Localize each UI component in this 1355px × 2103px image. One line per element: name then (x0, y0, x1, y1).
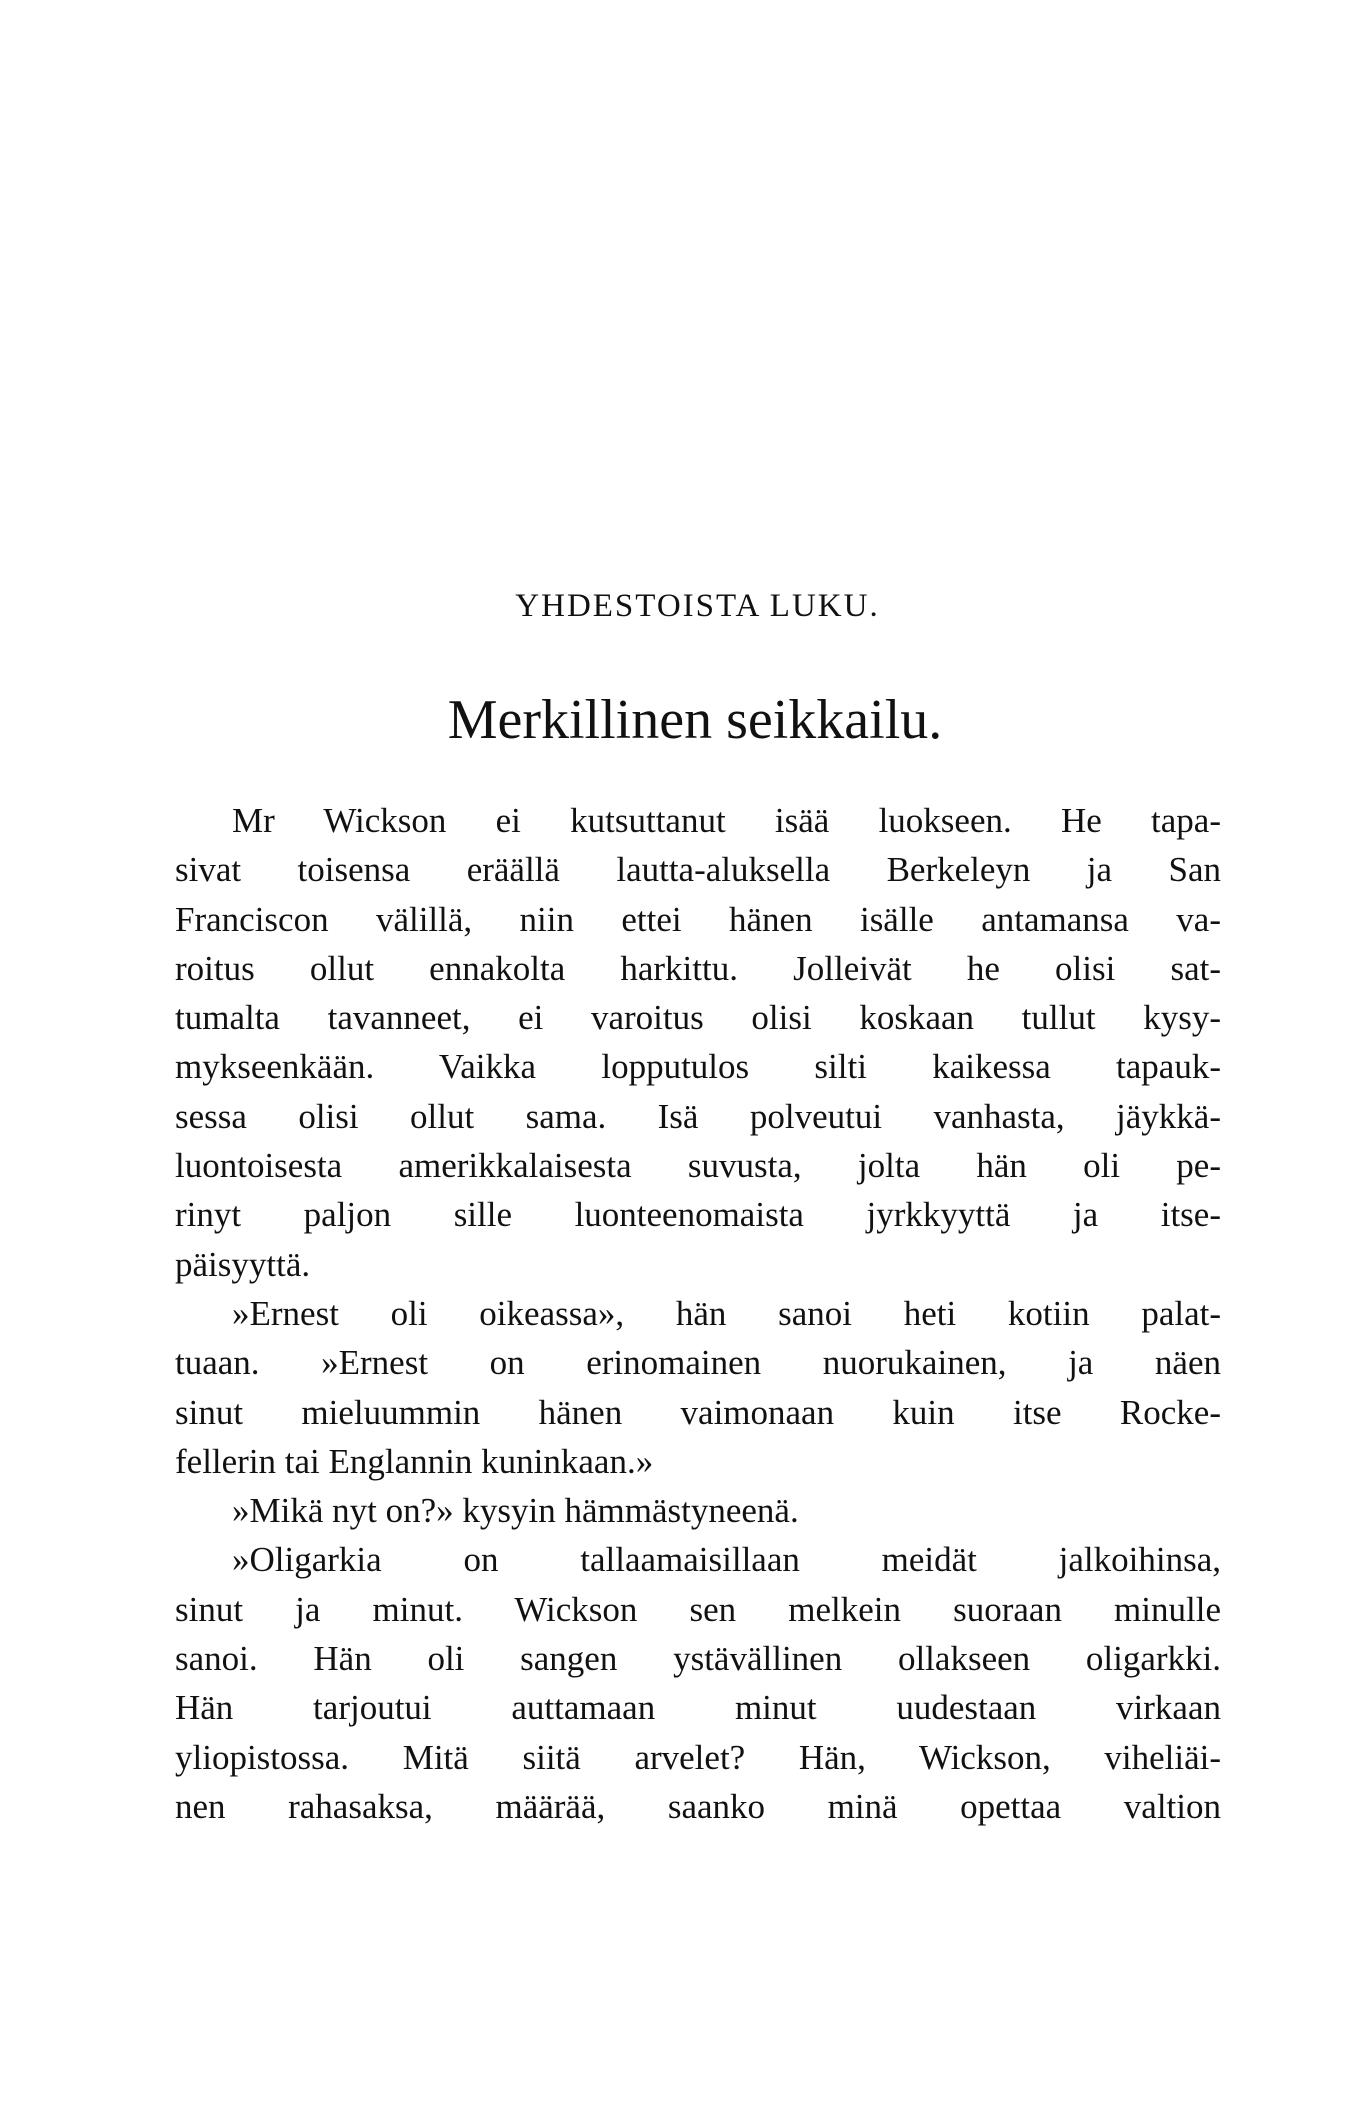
body-text (175, 796, 1221, 1831)
text-line: päisyyttä. (175, 1244, 311, 1284)
text-line: »Ernest oli oikeassa», hän sanoi heti kotiin palat- (232, 1293, 1221, 1333)
text-line: sanoi. Hän oli sangen ystävällinen ollakseen oligarkki. (175, 1639, 1221, 1679)
text-line: Hän tarjoutui auttamaan minut uudestaan virkaan (175, 1688, 1221, 1728)
text-line: roitus ollut ennakolta harkittu. Jolleivät he olisi sat- (175, 948, 1221, 988)
text-line: Mr Wickson ei kutsuttanut isää luokseen. He tapa- (232, 801, 1221, 840)
text-line: sinut mieluummin hänen vaimonaan kuin itse Rocke- (175, 1392, 1221, 1432)
text-line: sivat toisensa eräällä lautta-aluksella Berkeleyn ja San (175, 850, 1221, 890)
chapter-title: Merkillinen seikkailu. (447, 689, 943, 751)
text-line: mykseenkään. Vaikka lopputulos silti kaikessa tapauk- (175, 1047, 1221, 1087)
text-line: luontoisesta amerikkalaisesta suvusta, jolta hän oli pe- (175, 1146, 1221, 1186)
text-line: tumalta tavanneet, ei varoitus olisi koskaan tullut kysy- (175, 998, 1221, 1038)
text-line: tuaan. »Ernest on erinomainen nuorukainen, ja näen (175, 1343, 1221, 1383)
text-line: sessa olisi ollut sama. Isä polveutui vanhasta, jäykkä- (175, 1096, 1221, 1136)
text-line: Franciscon välillä, niin ettei hänen isälle antamansa va- (175, 899, 1221, 939)
text-line: nen rahasaksa, määrää, saanko minä opettaa valtion (175, 1786, 1221, 1826)
text-line: yliopistossa. Mitä siitä arvelet? Hän, Wickson, viheliäi- (175, 1737, 1221, 1777)
text-line: »Oligarkia on tallaamaisillaan meidät jalkoihinsa, (232, 1540, 1221, 1580)
text-line: fellerin tai Englannin kuninkaan.» (175, 1441, 654, 1481)
text-line: rinyt paljon sille luonteenomaista jyrkkyyttä ja itse- (175, 1195, 1221, 1235)
text-line: sinut ja minut. Wickson sen melkein suoraan minulle (175, 1589, 1221, 1629)
text-line: »Mikä nyt on?» kysyin hämmästyneenä. (232, 1491, 799, 1531)
chapter-heading: YHDESTOISTA LUKU. (515, 588, 880, 624)
